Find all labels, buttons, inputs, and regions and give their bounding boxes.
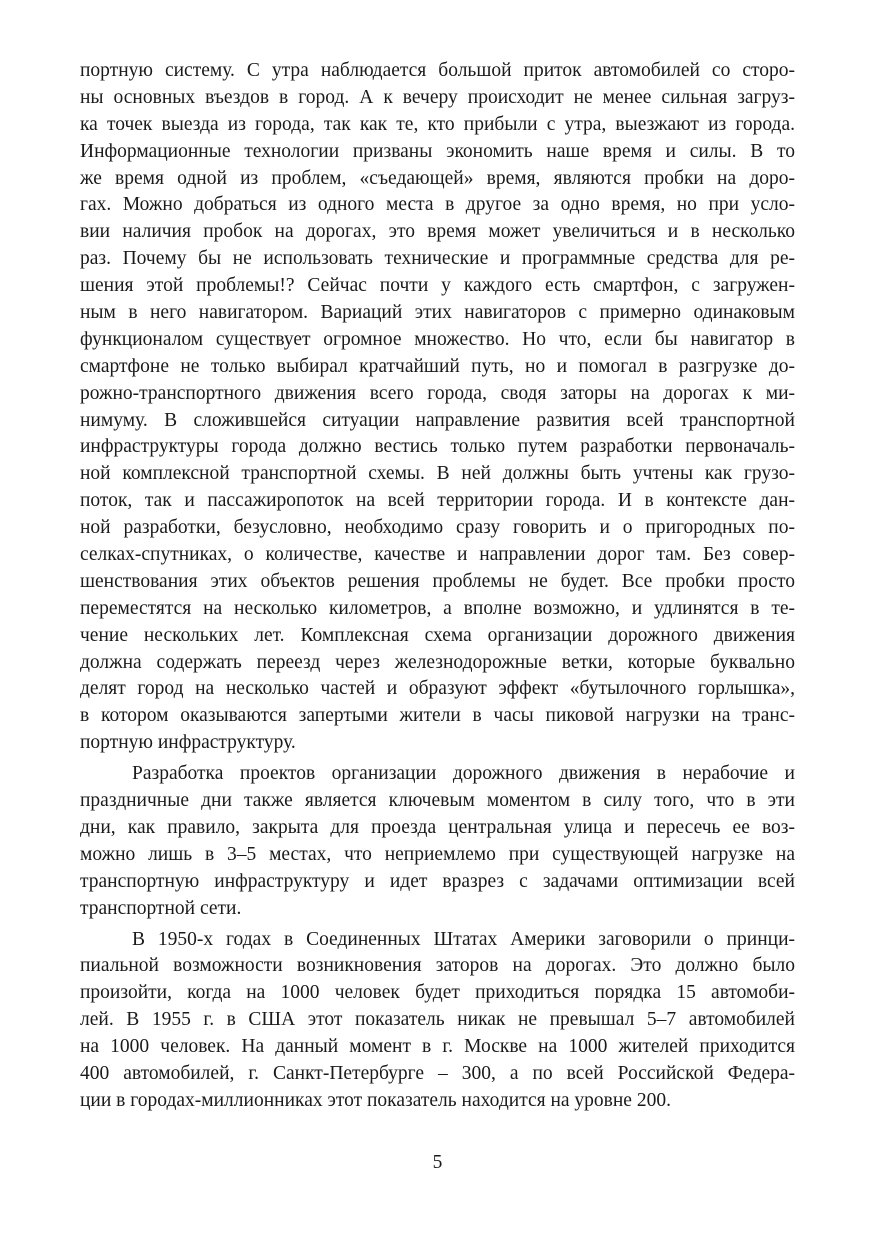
text-line: В 1950-х годах в Соединенных Штатах Америки заговорили о принци- <box>132 928 795 950</box>
text-line: инфраструктуры города должно вестись только путем разработки первоначаль- <box>80 436 795 458</box>
text-line: селках-спутниках, о количестве, качестве и направлении дорог там. Без совер- <box>80 544 795 566</box>
text-line: делят город на несколько частей и образуют эффект «бутылочного горлышка», <box>80 678 795 700</box>
text-line: можно лишь в 3–5 местах, что неприемлемо при существующей нагрузке на <box>80 843 795 865</box>
text-line: же время одной из проблем, «съедающей» время, являются пробки на доро- <box>80 167 795 189</box>
text-line: Разработка проектов организации дорожного движения в нерабочие и <box>132 763 795 785</box>
text-line: ка точек выезда из города, так как те, кто прибыли с утра, выезжают из города. <box>80 113 795 135</box>
text-line: пиальной возможности возникновения заторов на дорогах. Это должно было <box>80 955 795 977</box>
page-body <box>80 58 795 1115</box>
text-line: в котором оказываются запертыми жители в часы пиковой нагрузки на транс- <box>80 705 795 727</box>
text-line: портную инфраструктуру. <box>80 732 296 754</box>
text-line: гах. Можно добраться из одного места в другое за одно время, но при усло- <box>80 194 795 216</box>
text-line: поток, так и пассажиропоток на всей территории города. И в контексте дан- <box>80 490 795 512</box>
text-line: ны основных въездов в город. А к вечеру происходит не менее сильная загруз- <box>80 86 795 108</box>
text-line: шения этой проблемы!? Сейчас почти у каждого есть смартфон, с загружен- <box>80 275 795 297</box>
text-line: нимуму. В сложившейся ситуации направление развития всей транспортной <box>80 409 795 431</box>
text-line: лей. В 1955 г. в США этот показатель никак не превышал 5–7 автомобилей <box>80 1009 795 1031</box>
text-line: на 1000 человек. На данный момент в г. Москве на 1000 жителей приходится <box>80 1036 795 1058</box>
paragraph <box>80 927 795 1115</box>
text-line: шенствования этих объектов решения проблемы не будет. Все пробки просто <box>80 570 795 592</box>
paragraph <box>80 58 795 757</box>
text-line: 400 автомобилей, г. Санкт-Петербурге – 300, а по всей Российской Федера- <box>80 1062 795 1084</box>
text-line: чение нескольких лет. Комплексная схема организации дорожного движения <box>80 624 795 646</box>
page-number: 5 <box>432 1152 443 1173</box>
text-line: портную систему. С утра наблюдается большой приток автомобилей со сторо- <box>80 60 795 81</box>
text-line: ной комплексной транспортной схемы. В ней должны быть учтены как грузо- <box>80 463 795 485</box>
paragraph <box>80 761 795 922</box>
text-line: транспортной сети. <box>80 897 242 919</box>
text-line: переместятся на несколько километров, а вполне возможно, и удлинятся в те- <box>80 597 795 619</box>
text-line: транспортную инфраструктуру и идет вразрез с задачами оптимизации всей <box>80 870 795 892</box>
text-line: дни, как правило, закрыта для проезда центральная улица и пересечь ее воз- <box>80 816 795 838</box>
text-line: произойти, когда на 1000 человек будет приходиться порядка 15 автомоби- <box>80 982 795 1004</box>
text-line: смартфоне не только выбирал кратчайший путь, но и помогал в разгрузке до- <box>80 355 795 377</box>
text-line: должна содержать переезд через железнодорожные ветки, которые буквально <box>80 651 795 673</box>
text-line: рожно-транспортного движения всего города, сводя заторы на дорогах к ми- <box>80 382 795 404</box>
text-line: раз. Почему бы не использовать технические и программные средства для ре- <box>80 248 795 270</box>
text-line: ным в него навигатором. Вариаций этих навигаторов с примерно одинаковым <box>80 302 795 324</box>
text-line: ной разработки, безусловно, необходимо сразу говорить и о пригородных по- <box>80 517 795 539</box>
text-line: функционалом существует огромное множество. Но что, если бы навигатор в <box>80 328 795 350</box>
text-line: праздничные дни также является ключевым моментом в силу того, что в эти <box>80 790 795 812</box>
text-line: вии наличия пробок на дорогах, это время может увеличиться и в несколько <box>80 221 795 243</box>
text-line: Информационные технологии призваны экономить наше время и силы. В то <box>80 140 795 162</box>
text-line: ции в городах-миллионниках этот показатель находится на уровне 200. <box>80 1089 671 1111</box>
